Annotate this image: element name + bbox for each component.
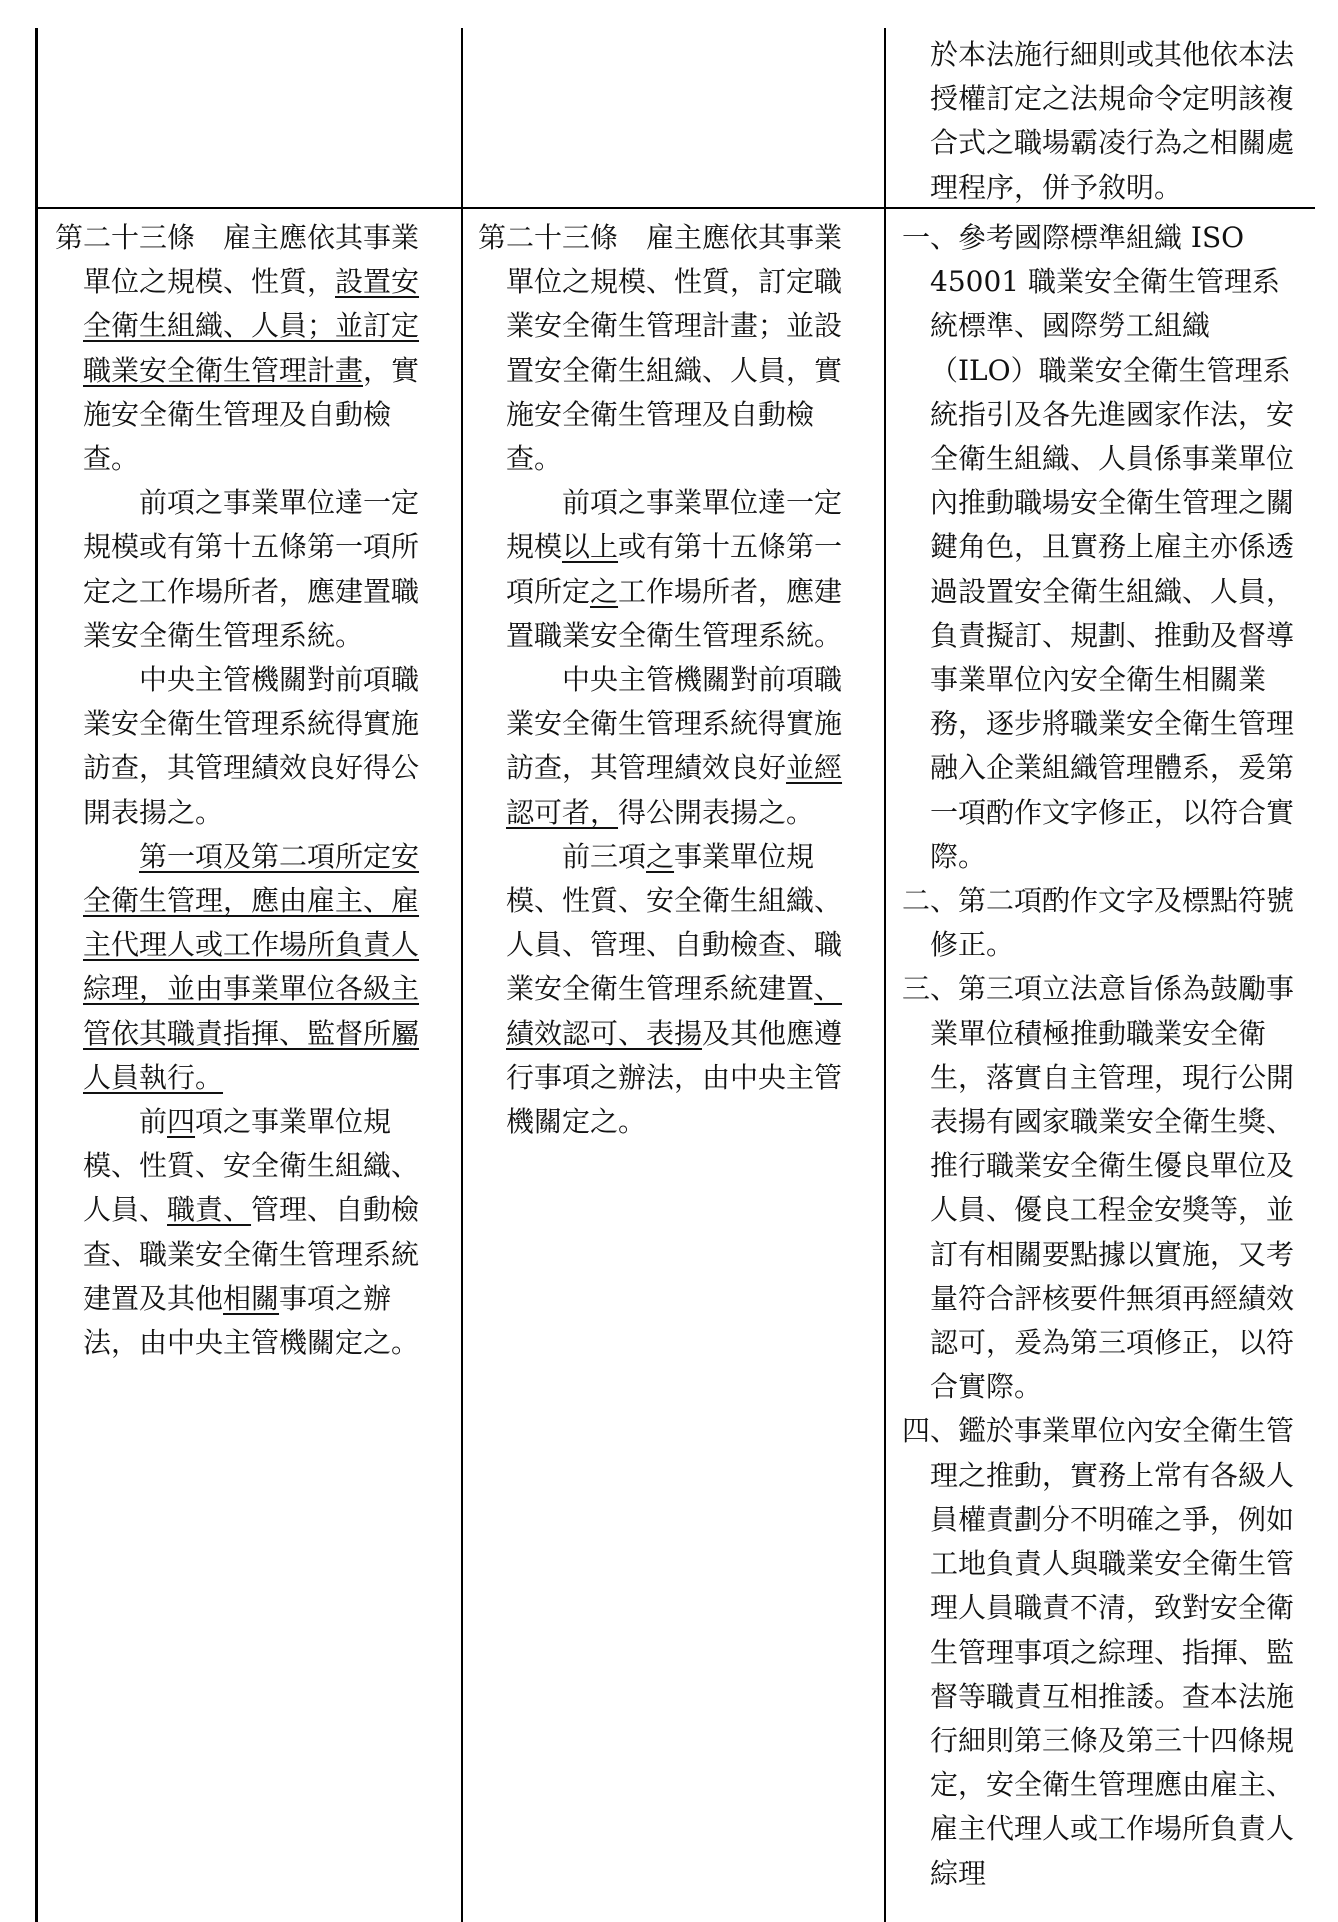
underlined-amendment-text: 並經認可者，: [506, 751, 843, 829]
amended-paragraph-5: [55, 1100, 445, 1365]
text-segment: 項之事業單位規模、性質、安全衛生組織、人員、: [83, 1105, 420, 1227]
amended-paragraph-1: [55, 216, 445, 481]
amended-paragraph-2: [55, 481, 445, 658]
current-paragraph-4: [478, 835, 868, 1144]
text-segment: 事業單位規模、性質、安全衛生組織、人員、管理、自動檢查、職業安全衛生管理系統建置: [506, 839, 843, 1006]
amended-paragraph-4: [55, 835, 445, 1100]
text-segment: 或有第十五條第一項所定: [506, 530, 843, 608]
amended-article-cell: [55, 216, 445, 1365]
current-paragraph-3: [478, 658, 868, 835]
underlined-amendment-text: 第一項及第二項所定安全衛生管理，應由雇主、雇主代理人或工作場所負責人綜理，並由事業單位各級主管依其職責指揮、監督所屬人員執行。: [83, 839, 420, 1094]
text-segment: 中央主管機關對前項職業安全衛生管理系統得實施訪查，其管理績效良好: [506, 663, 843, 785]
table-border-left: [35, 28, 38, 1922]
underlined-amendment-text: 之: [590, 574, 619, 608]
explanation-item-2: 二、第二項酌作文字及標點符號修正。: [902, 884, 1295, 962]
text-segment: 前三項: [562, 839, 647, 873]
table-divider-1: [461, 28, 463, 1922]
underlined-amendment-text: 職責、: [167, 1193, 252, 1227]
amended-paragraph-3: [55, 658, 445, 835]
underlined-amendment-text: 以上: [562, 530, 619, 564]
text-segment: 第二十三條 雇主應依其事業單位之規模、性質，: [55, 221, 420, 299]
text-segment: 中央主管機關對前項職業安全衛生管理系統得實施訪查，其管理績效良好得公開表揚之。: [83, 663, 420, 829]
underlined-amendment-text: 、績效認可、表揚: [506, 972, 843, 1050]
text-segment: 得公開表揚之。: [618, 795, 815, 829]
current-paragraph-1: [478, 216, 868, 481]
explanation-item-4: 四、鑑於事業單位內安全衛生管理之推動，實務上常有各級人員權責劃分不明確之爭，例如工地負責人與職業安全衛生管理人員職責不清，致對安全衛生管理事項之綜理、指揮、監督等職責互相推諉。查本法施行細則第三條及第三十四條規定，安全衛生管理應由雇主、雇主代理人或工作場所負責人綜理: [902, 1414, 1295, 1890]
text-segment: 管理、自動檢查、職業安全衛生管理系統建置及其他: [83, 1193, 420, 1315]
text-segment: 前項之事業單位達一定規模: [506, 486, 843, 564]
top-explanation-cell: [930, 33, 1300, 210]
explanation-cell: [902, 216, 1302, 1896]
explanation-tail-text: 於本法施行細則或其他依本法授權訂定之法規命令定明該複合式之職場霸凌行為之相關處理程序，併予敘明。: [930, 38, 1295, 204]
underlined-amendment-text: 相關: [223, 1281, 280, 1315]
text-segment: 前項之事業單位達一定規模或有第十五條第一項所定之工作場所者，應建置職業安全衛生管理系統。: [83, 486, 420, 652]
text-segment: 事項之辦法，由中央主管機關定之。: [83, 1281, 420, 1360]
text-segment: ，實施安全衛生管理及自動檢查。: [83, 353, 420, 476]
text-segment: 前: [139, 1105, 168, 1139]
text-segment: 第二十三條 雇主應依其事業單位之規模、性質，訂定職業安全衛生管理計畫；並設置安全衛生組織、人員，實施安全衛生管理及自動檢查。: [478, 221, 843, 476]
current-article-cell: [478, 216, 868, 1144]
underlined-amendment-text: 四: [167, 1105, 196, 1139]
table-divider-2: [884, 28, 886, 1922]
underlined-amendment-text: 之: [646, 839, 675, 873]
underlined-amendment-text: 設置安全衛生組織、人員；並訂定職業安全衛生管理計畫: [83, 265, 420, 387]
explanation-item-3: 三、第三項立法意旨係為鼓勵事業單位積極推動職業安全衛生，落實自主管理，現行公開表揚有國家職業安全衛生獎、推行職業安全衛生優良單位及人員、優良工程金安獎等，並訂有相關要點據以實施，又考量符合評核要件無須再經績效認可，爰為第三項修正，以符合實際。: [902, 972, 1295, 1404]
text-segment: 工作場所者，應建置職業安全衛生管理系統。: [506, 574, 843, 652]
explanation-item-1: 一、參考國際標準組織 ISO 45001 職業安全衛生管理系統標準、國際勞工組織（ILO）職業安全衛生管理系統指引及各先進國家作法，安全衛生組織、人員係事業單位內推動職場安全衛生管理之關鍵角色，且實務上雇主亦係透過設置安全衛生組織、人員，負責擬訂、規劃、推動及督導事業單位內安全衛生相關業務，逐步將職業安全衛生管理融入企業組織管理體系，爰第一項酌作文字修正，以符合實際。: [902, 221, 1295, 873]
text-segment: 及其他應遵行事項之辦法，由中央主管機關定之。: [506, 1016, 843, 1139]
current-paragraph-2: [478, 481, 868, 658]
